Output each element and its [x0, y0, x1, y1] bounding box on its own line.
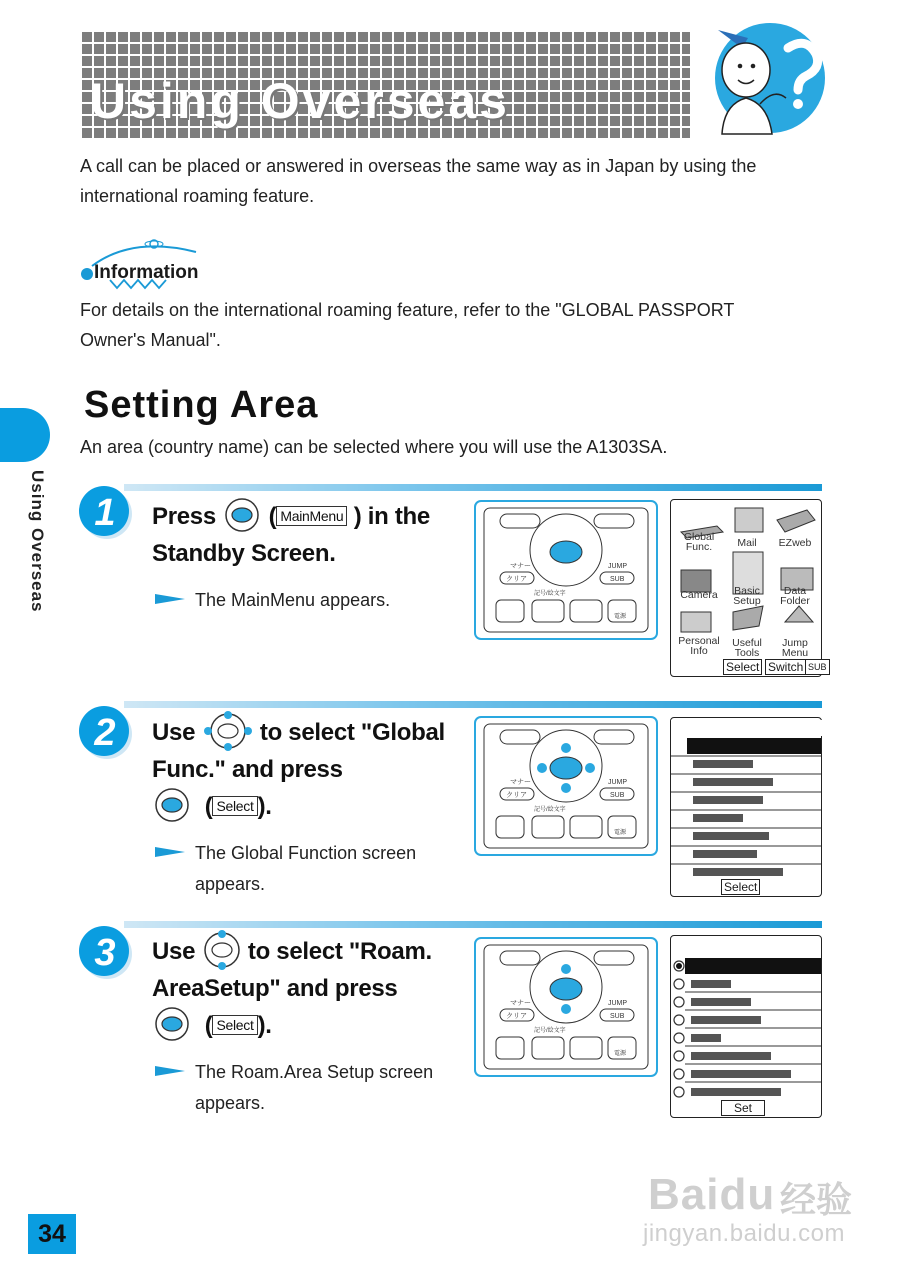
svg-text:SUB: SUB: [610, 1013, 625, 1020]
step-3-number: 3: [94, 932, 116, 974]
watermark-cn: 经验: [780, 1179, 853, 1220]
step-1-number: 1: [94, 492, 116, 534]
menu-item-data-folder: Data Folder: [780, 585, 810, 607]
phone-keypad-illustration-1: [474, 500, 658, 640]
step-2-result: The Global Function screen appears.: [155, 838, 416, 900]
step-3-pre: Use: [152, 938, 196, 965]
main-menu-screen: [670, 499, 827, 677]
step-3-result: The Roam.Area Setup screen appears.: [155, 1057, 433, 1119]
svg-text:電源: 電源: [614, 830, 627, 836]
step-2-number-badge: [78, 704, 134, 760]
center-key-icon: [152, 1007, 192, 1041]
information-label: Information: [94, 262, 199, 283]
step-2-number: 2: [94, 712, 116, 754]
menu-item-ezweb: EZweb: [778, 537, 812, 549]
mascot-illustration: [700, 18, 825, 136]
side-tab-label: Using Overseas: [28, 470, 47, 613]
softkey-select: Select: [723, 659, 762, 675]
roam-area-list: [671, 936, 823, 1100]
menu-item-basic-setup: Basic Setup: [733, 585, 761, 607]
step-1-heading: Press ( MainMenu ) in the Standby Screen.: [152, 498, 430, 572]
watermark-brand: Baidu: [648, 1170, 776, 1219]
phone-keypad-illustration-3: [474, 937, 658, 1077]
step-3-post: to select "Roam.: [247, 938, 432, 965]
step-1-post: ) in the: [353, 503, 430, 530]
step-1-pre: Press: [152, 503, 216, 530]
step-1-result: The MainMenu appears.: [155, 585, 390, 616]
up-down-key-icon: [202, 931, 242, 969]
step-2-post: to select "Global: [259, 719, 445, 746]
menu-item-camera: Camera: [680, 589, 718, 601]
step-1-number-badge: [78, 484, 134, 540]
svg-text:電源: 電源: [614, 614, 627, 620]
page-title: Using Overseas: [90, 73, 510, 129]
step-2-divider: [124, 701, 822, 708]
svg-text:記号/絵文字: 記号/絵文字: [534, 591, 566, 597]
softkey-set: Set: [721, 1100, 765, 1116]
roam-area-setup-screen: [670, 935, 822, 1118]
svg-text:クリア: クリア: [506, 576, 527, 583]
result-arrow-icon: [155, 592, 185, 606]
intro-text: A call can be placed or answered in overseas the same way as in Japan by using the international roaming feature.: [80, 156, 757, 206]
menu-item-mail: Mail: [737, 537, 757, 549]
svg-text:SUB: SUB: [610, 792, 625, 799]
global-func-list: [671, 718, 823, 880]
section-intro: An area (country name) can be selected where you will use the A1303SA.: [80, 437, 668, 457]
svg-text:マナー: マナー: [510, 779, 531, 786]
softkey-switch: Switch: [765, 659, 806, 675]
global-func-screen: [670, 717, 822, 897]
step-2-pre: Use: [152, 719, 196, 746]
step-3-heading: Use to select "Roam. AreaSetup" and press ( Select ).: [152, 933, 432, 1044]
watermark-url: jingyan.baidu.com: [643, 1220, 845, 1247]
information-text: For details on the international roaming feature, refer to the "GLOBAL PASSPORT Owner's Manual".: [80, 300, 735, 350]
svg-text:マナー: マナー: [510, 563, 531, 570]
menu-item-useful-tools: Useful Tools: [732, 637, 762, 659]
svg-text:JUMP: JUMP: [608, 1000, 628, 1007]
svg-text:JUMP: JUMP: [608, 563, 628, 570]
menu-item-global-func: Global Func.: [683, 531, 715, 553]
step-2-line2: Func." and press: [152, 756, 343, 783]
select-key-label: Select: [212, 1015, 257, 1035]
svg-text:電源: 電源: [614, 1051, 627, 1057]
menu-item-personal-info: Personal Info: [678, 635, 720, 657]
step-3-divider: [124, 921, 822, 928]
step-2-heading: Use to select "Global Func." and press ( Select ).: [152, 714, 445, 825]
svg-text:クリア: クリア: [506, 792, 527, 799]
mainmenu-key-label: MainMenu: [276, 506, 347, 526]
softkey-sub: SUB: [805, 659, 830, 675]
svg-text:記号/絵文字: 記号/絵文字: [534, 1028, 566, 1034]
result-arrow-icon: [155, 1064, 185, 1078]
menu-item-jump-menu: Jump Menu: [781, 637, 809, 659]
softkey-select: Select: [721, 879, 760, 895]
svg-text:記号/絵文字: 記号/絵文字: [534, 807, 566, 813]
step-1-divider: [124, 484, 822, 491]
svg-text:マナー: マナー: [510, 1000, 531, 1007]
section-title: Setting Area: [84, 384, 319, 426]
page-number: 34: [28, 1214, 76, 1254]
result-arrow-icon: [155, 845, 185, 859]
select-key-label: Select: [212, 796, 257, 816]
svg-text:JUMP: JUMP: [608, 779, 628, 786]
svg-text:クリア: クリア: [506, 1013, 527, 1020]
multi-direction-key-icon: [202, 712, 254, 750]
svg-text:SUB: SUB: [610, 576, 625, 583]
step-3-line2: AreaSetup" and press: [152, 975, 398, 1002]
center-key-icon: [222, 498, 262, 532]
side-tab: [0, 408, 50, 462]
step-1-line2: Standby Screen.: [152, 540, 336, 567]
phone-keypad-illustration-2: [474, 716, 658, 856]
step-3-number-badge: [78, 924, 134, 980]
center-key-icon: [152, 788, 192, 822]
